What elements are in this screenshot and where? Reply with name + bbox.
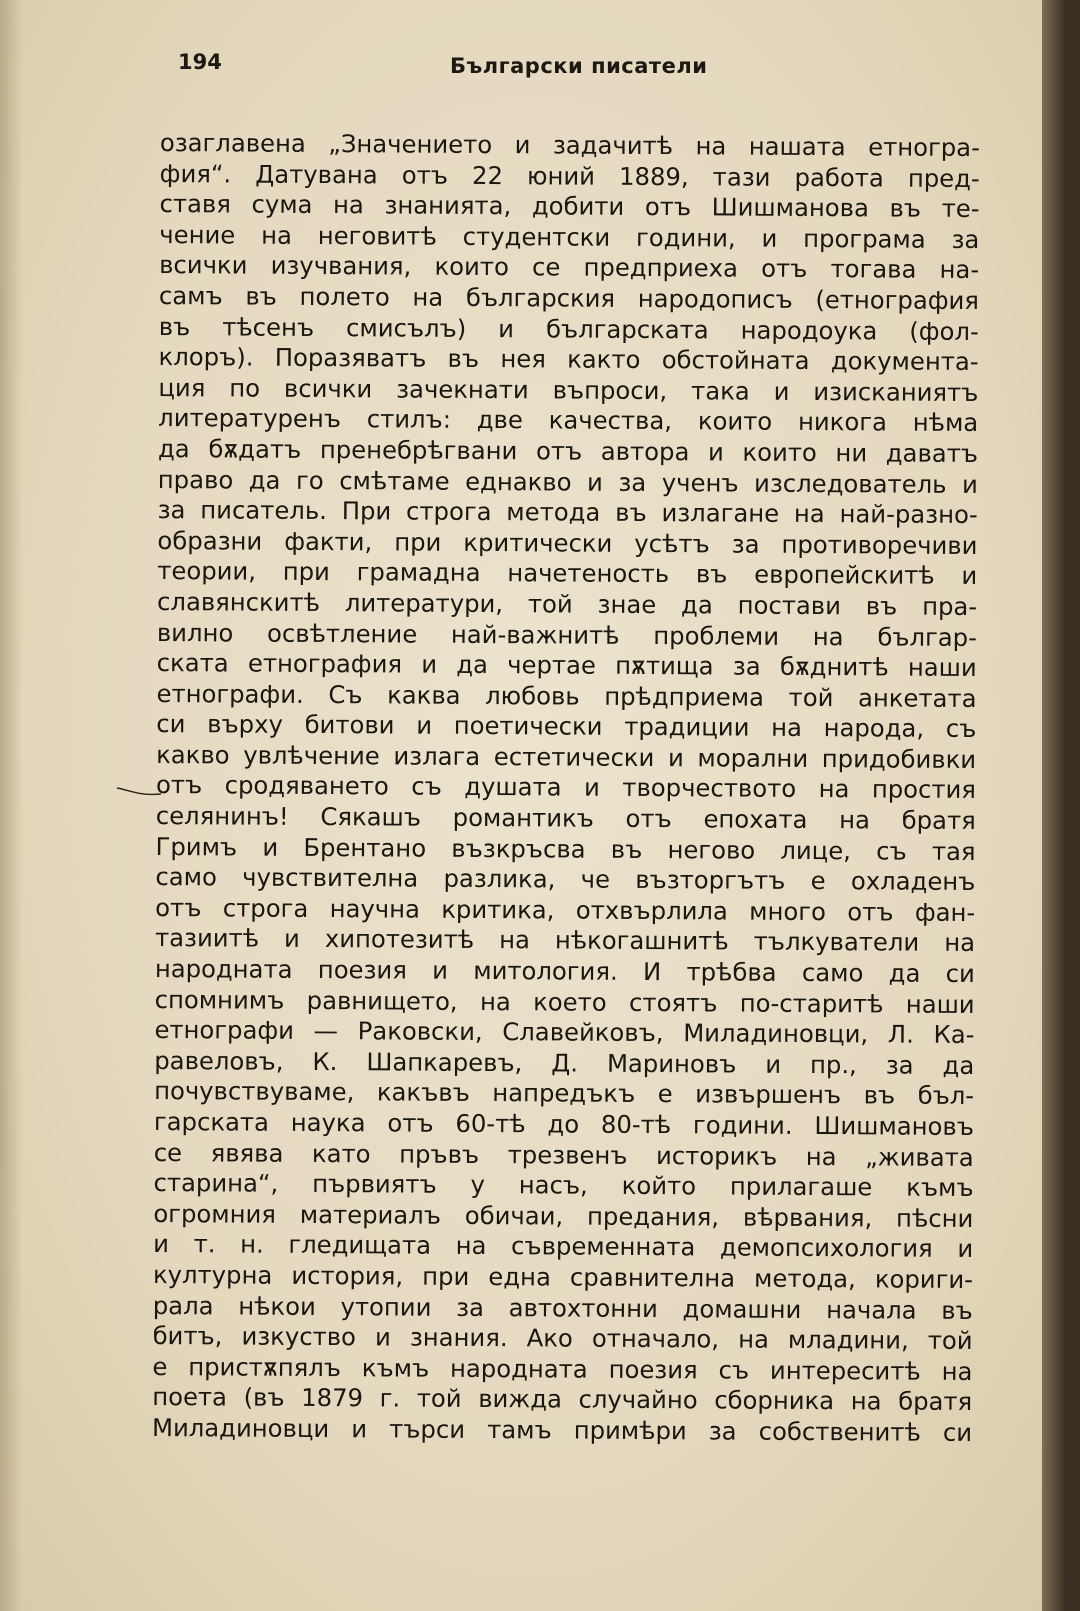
text-line: право да го смѣтаме еднакво и за ученъ изследователь и [157,464,978,499]
text-line: културна история, при една сравнителна метода, кориги- [152,1259,974,1294]
text-line: рала нѣкои утопии за автохтонни домашни начала въ [152,1290,973,1325]
text-line: ставя сума на знанията, добити отъ Шишманова въ те- [159,189,980,224]
text-line: тазиитѣ и хипотезитѣ на нѣкогашнитѣ тълкуватели на [154,923,976,958]
text-line: ция по всички зачекнати въпроси, така и изисканиятъ [158,372,979,407]
text-line: равеловъ, К. Шапкаревъ, Д. Мариновъ и пр., за да [154,1045,975,1080]
text-line: клоръ). Поразяватъ въ нея както обстойната документа- [158,342,979,377]
text-line: вилно освѣтление най-важнитѣ проблеми на българ- [156,617,977,652]
text-line: литературенъ стилъ: две качества, които никога нѣма [158,403,979,438]
page-header [178,50,968,90]
text-line: за писатель. При строга метода въ излагане на най-разно- [157,495,978,530]
body-text [152,128,980,1449]
text-line: старина“, първиятъ у насъ, който прилагаше къмъ [153,1168,974,1203]
text-line: почувствуваме, какъвъ напредъкъ е извършенъ въ бъл- [154,1076,975,1111]
text-line: поета (въ 1879 г. той вижда случайно сборника на братя [152,1382,973,1417]
text-line: Миладиновци и търси тамъ примѣри за собственитѣ си [151,1412,973,1447]
gutter-shadow [0,0,22,1611]
text-line: Гримъ и Брентано възкръсва въ негово лице, съ тая [155,831,976,866]
text-line: само чувствителна разлика, че възторгътъ е охладенъ [155,862,976,897]
text-line: фия“. Датувана отъ 22 юний 1889, тази работа пред- [159,158,980,193]
text-line: всички изучвания, които се предприеха отъ тогава на- [159,250,980,285]
text-line: битъ, изкуство и знания. Ако отначало, на младини, той [152,1321,973,1356]
text-line: и т. н. гледищата на съвременната демопсихология и [153,1229,974,1264]
text-line: какво увлѣчение излага естетически и морални придобивки [156,739,977,774]
page-edge [1042,0,1064,1611]
text-line: народната поезия и митология. И трѣбва само да си [154,954,975,989]
text-line: въ тѣсенъ смисълъ) и българската народоука (фол- [158,311,979,346]
text-line: теории, при грамадна начетеность въ европейскитѣ и [157,556,978,591]
text-line: етнографи — Раковски, Славейковъ, Миладиновци, Л. Ка- [154,1015,975,1050]
text-line: ската етнография и да чертае пѫтища за бѫднитѣ наши [156,648,977,683]
text-line: образни факти, при критически усѣтъ за противоречиви [157,525,978,560]
text-line: да бѫдатъ пренебрѣгвани отъ автора и които ни даватъ [157,433,979,468]
text-line: самъ въ полето на българския народописъ (етнография [158,280,980,315]
text-line: си върху битови и поетически традиции на народа, съ [156,709,977,744]
page-number: 194 [178,50,222,74]
text-line: отъ сродяването съ душата и творчеството на простия [155,770,977,805]
text-line: гарската наука отъ 60-тѣ до 80-тѣ години. Шишмановъ [153,1106,975,1141]
text-line: селянинъ! Сякашъ романтикъ отъ епохата на братя [155,801,976,836]
text-line: е пристѫпялъ къмъ народната поезия съ интереситѣ на [152,1351,973,1386]
text-line: озаглавена „Значението и задачитѣ на нашата етногра- [159,128,980,163]
text-line: отъ строга научна критика, отхвърлила много отъ фан- [155,892,976,927]
text-line: етнографи. Съ каква любовь прѣдприема той анкетата [156,678,977,713]
text-line: чение на неговитѣ студентски години, и програма за [159,219,980,254]
running-title: Български писатели [450,54,708,78]
text-line: се явява като пръвъ трезвенъ историкъ на „живата [153,1137,974,1172]
text-line: славянскитѣ литератури, той знае да постави въ пра- [157,586,978,621]
text-line: спомнимъ равнището, на което стоятъ по-старитѣ наши [154,984,975,1019]
text-line: огромния материалъ обичаи, предания, вѣрвания, пѣсни [153,1198,974,1233]
